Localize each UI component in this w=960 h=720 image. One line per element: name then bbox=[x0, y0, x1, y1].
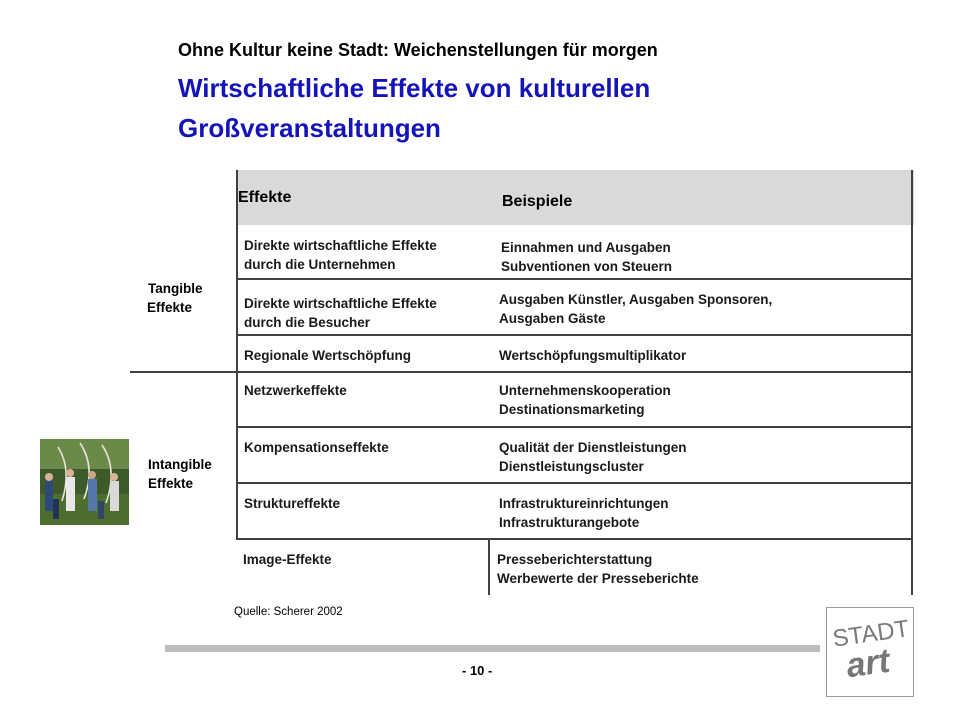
archers-photo bbox=[40, 439, 129, 525]
table-header bbox=[236, 170, 914, 225]
page-number: - 10 - bbox=[462, 663, 493, 678]
example-cell: Presseberichterstattung Werbewerte der Presseberichte bbox=[497, 552, 699, 586]
group-label-tangible: Tangible Effekte bbox=[147, 281, 203, 315]
logo-word-art: art bbox=[843, 641, 893, 686]
row-divider bbox=[236, 334, 913, 336]
header-examples: Beispiele bbox=[502, 193, 573, 210]
column-divider bbox=[488, 540, 490, 595]
row-divider bbox=[236, 278, 913, 280]
example-cell: Unternehmenskooperation Destinationsmarketing bbox=[499, 383, 671, 417]
effect-cell: Regionale Wertschöpfung bbox=[244, 348, 412, 363]
example-cell: Ausgaben Künstler, Ausgaben Sponsoren, Ausgaben Gäste bbox=[499, 292, 773, 326]
stadtart-logo bbox=[826, 607, 914, 697]
effect-cell: Direkte wirtschaftliche Effekte durch die Besucher bbox=[244, 296, 437, 330]
example-cell: Wertschöpfungsmultiplikator bbox=[499, 348, 687, 363]
row-right-border bbox=[911, 373, 913, 427]
effect-cell: Netzwerkeffekte bbox=[244, 383, 347, 398]
logo-word-stadt: STADT bbox=[830, 615, 911, 653]
effect-cell: Struktureffekte bbox=[244, 496, 341, 511]
row-right-border bbox=[911, 540, 913, 595]
example-cell: Einnahmen und Ausgaben Subventionen von Steuern bbox=[501, 240, 673, 274]
row-divider bbox=[236, 426, 913, 428]
section-divider bbox=[130, 371, 913, 373]
example-cell: Qualität der Dienstleistungen Dienstleistungscluster bbox=[499, 440, 687, 474]
slide-title: Wirtschaftliche Effekte von kulturellen Großveranstaltungen bbox=[178, 73, 651, 143]
source-note: Quelle: Scherer 2002 bbox=[234, 606, 343, 618]
effect-cell: Image-Effekte bbox=[243, 552, 332, 567]
example-cell: Infrastruktureinrichtungen Infrastrukturangebote bbox=[499, 496, 669, 530]
row-right-border bbox=[911, 336, 913, 372]
row-divider bbox=[236, 538, 913, 540]
row-divider bbox=[236, 482, 913, 484]
row-right-border bbox=[911, 225, 913, 279]
table-left-border bbox=[236, 170, 238, 540]
footer-bar bbox=[165, 645, 820, 652]
slide-subtitle: Ohne Kultur keine Stadt: Weichenstellungen für morgen bbox=[178, 40, 658, 60]
row-right-border bbox=[911, 428, 913, 483]
header-effects: Effekte bbox=[238, 189, 292, 206]
header-right-border bbox=[911, 170, 913, 225]
row-right-border bbox=[911, 280, 913, 335]
effect-cell: Direkte wirtschaftliche Effekte durch die Unternehmen bbox=[244, 238, 437, 272]
group-label-intangible: Intangible Effekte bbox=[148, 457, 212, 491]
effect-cell: Kompensationseffekte bbox=[244, 440, 389, 455]
row-right-border bbox=[911, 484, 913, 539]
